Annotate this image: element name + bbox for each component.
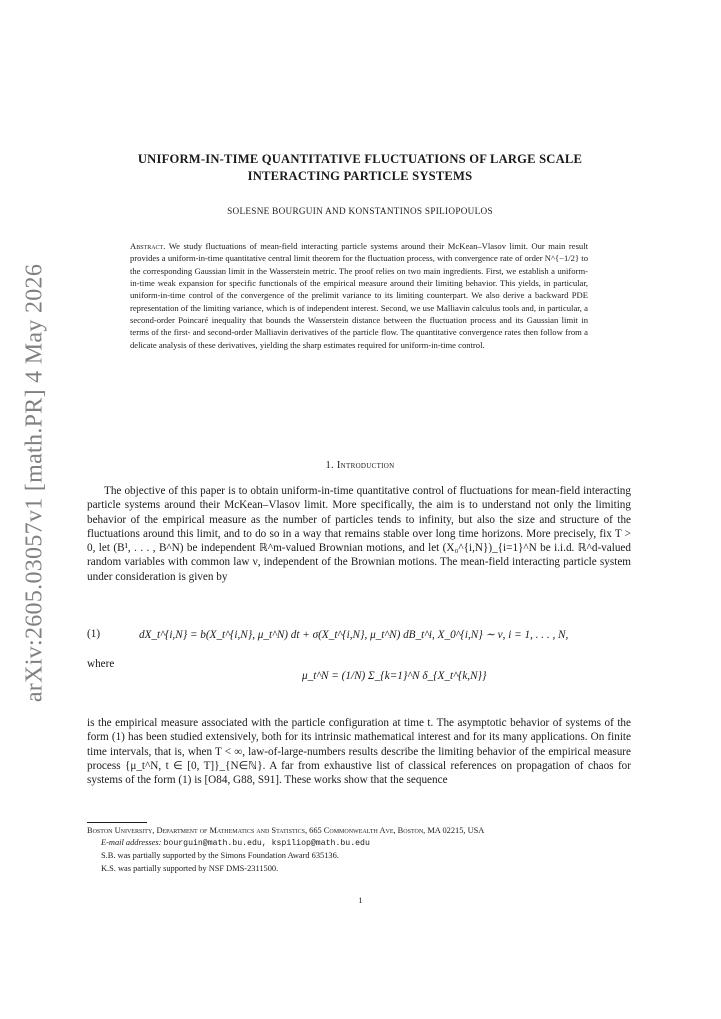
footnote-sb: S.B. was partially supported by the Simons Foundation Award 635136. bbox=[101, 851, 339, 861]
title-line-2: INTERACTING PARTICLE SYSTEMS bbox=[247, 169, 473, 183]
authors: SOLESNE BOURGUIN AND KONSTANTINOS SPILIOPOULOS bbox=[227, 206, 493, 216]
abstract-text: We study fluctuations of mean-field interacting particle systems around their McKean–Vlasov limit. Our main result provides a uniform-in-time quantitative central limit theorem for the fluctuation process, with convergence rate of order N^{−1/2} to the corresponding Gaussian limit in the Wasserstein metric. The proof relies on two main ingredients. First, we establish a uniform-in-time weak expansion for specific functionals of the empirical measure around their limiting behavior. This yields, in particular, uniform-in-time control of the convergence of the prelimit variance to its limiting counterpart. We also derive a backward PDE representation of the limiting variance, which is of independent interest. Second, we use Malliavin calculus tools and, in particular, a second-order Poincaré inequality that bounds the Wasserstein distance between the fluctuation process and its Gaussian limit in terms of the first- and second-order Malliavin derivatives of the particle flow. The quantitative convergence rates then follow from a delicate analysis of these derivatives, yielding the sharp estimates required for uniform-in-time control. bbox=[130, 241, 588, 350]
intro-paragraph-text: The objective of this paper is to obtain uniform-in-time quantitative control of fluctuations for mean-field interacting particle systems around their McKean–Vlasov limit. More specifically, the aim is to understand not only the limiting behavior of the empirical measure as the number of particles tends to infinity, but also the size and structure of the fluctuations around this limit, and to do so in a way that remains stable over long time horizons. More precisely, fix T > 0, let (B¹, . . . , B^N) be independent ℝ^m-valued Brownian motions, and let (X₀^{i,N})_{i=1}^N be i.i.d. ℝ^d-valued random variables with common law ν, independent of the Brownian motions. The mean-field interacting particle system under consideration is given by bbox=[87, 485, 631, 583]
equation-1-formula: dX_t^{i,N} = b(X_t^{i,N}, μ_t^N) dt + σ(X_t^{i,N}, μ_t^N) dB_t^i, X_0^{i,N} ∼ ν, i = 1, . . . , N, bbox=[139, 629, 569, 641]
equation-empirical-measure: μ_t^N = (1/N) Σ_{k=1}^N δ_{X_t^{k,N}} bbox=[302, 670, 487, 682]
footnote-email-label: E-mail addresses: bbox=[101, 838, 162, 848]
footnote-email-line bbox=[87, 837, 631, 850]
footnote-emails[interactable]: bourguin@math.bu.edu, kspiliop@math.bu.edu bbox=[163, 839, 370, 849]
abstract bbox=[130, 240, 588, 351]
arxiv-stamp bbox=[20, 263, 50, 702]
second-paragraph: is the empirical measure associated with the particle configuration at time t. The asymptotic behavior of systems of the form (1) has been studied extensively, both for its intrinsic mathematical interest and for its many applications. On finite time intervals, that is, when T < ∞, law-of-large-numbers results describe the limiting behavior of the empirical measure process {μ_t^N, t ∈ [0, T]}_{N∈ℕ}. A far from exhaustive list of classical references on propagation of chaos for systems of the form (1) is [O84, G88, S91]. These works show that the sequence bbox=[87, 717, 631, 787]
equation-1-number: (1) bbox=[87, 628, 101, 640]
section-heading bbox=[80, 460, 640, 471]
footnotes bbox=[87, 825, 631, 875]
arxiv-stamp-text: arXiv:2605.03057v1 [math.PR] 4 May 2026 bbox=[21, 263, 48, 702]
title-line-1: UNIFORM-IN-TIME QUANTITATIVE FLUCTUATIONS OF LARGE SCALE bbox=[137, 152, 583, 166]
abstract-label: Abstract. bbox=[130, 241, 166, 251]
section-heading-text: 1. Introduction bbox=[325, 460, 395, 471]
footnote-affiliation: Boston University, Department of Mathematics and Statistics, 665 Commonwealth Ave, Boston, MA 02215, USA bbox=[87, 826, 485, 835]
paper-title bbox=[80, 151, 640, 185]
footnote-rule bbox=[87, 822, 147, 823]
where-text: where bbox=[87, 658, 115, 670]
intro-paragraph bbox=[87, 484, 631, 584]
page-number: 1 bbox=[358, 896, 363, 905]
footnote-ks: K.S. was partially supported by NSF DMS-2311500. bbox=[101, 863, 279, 873]
